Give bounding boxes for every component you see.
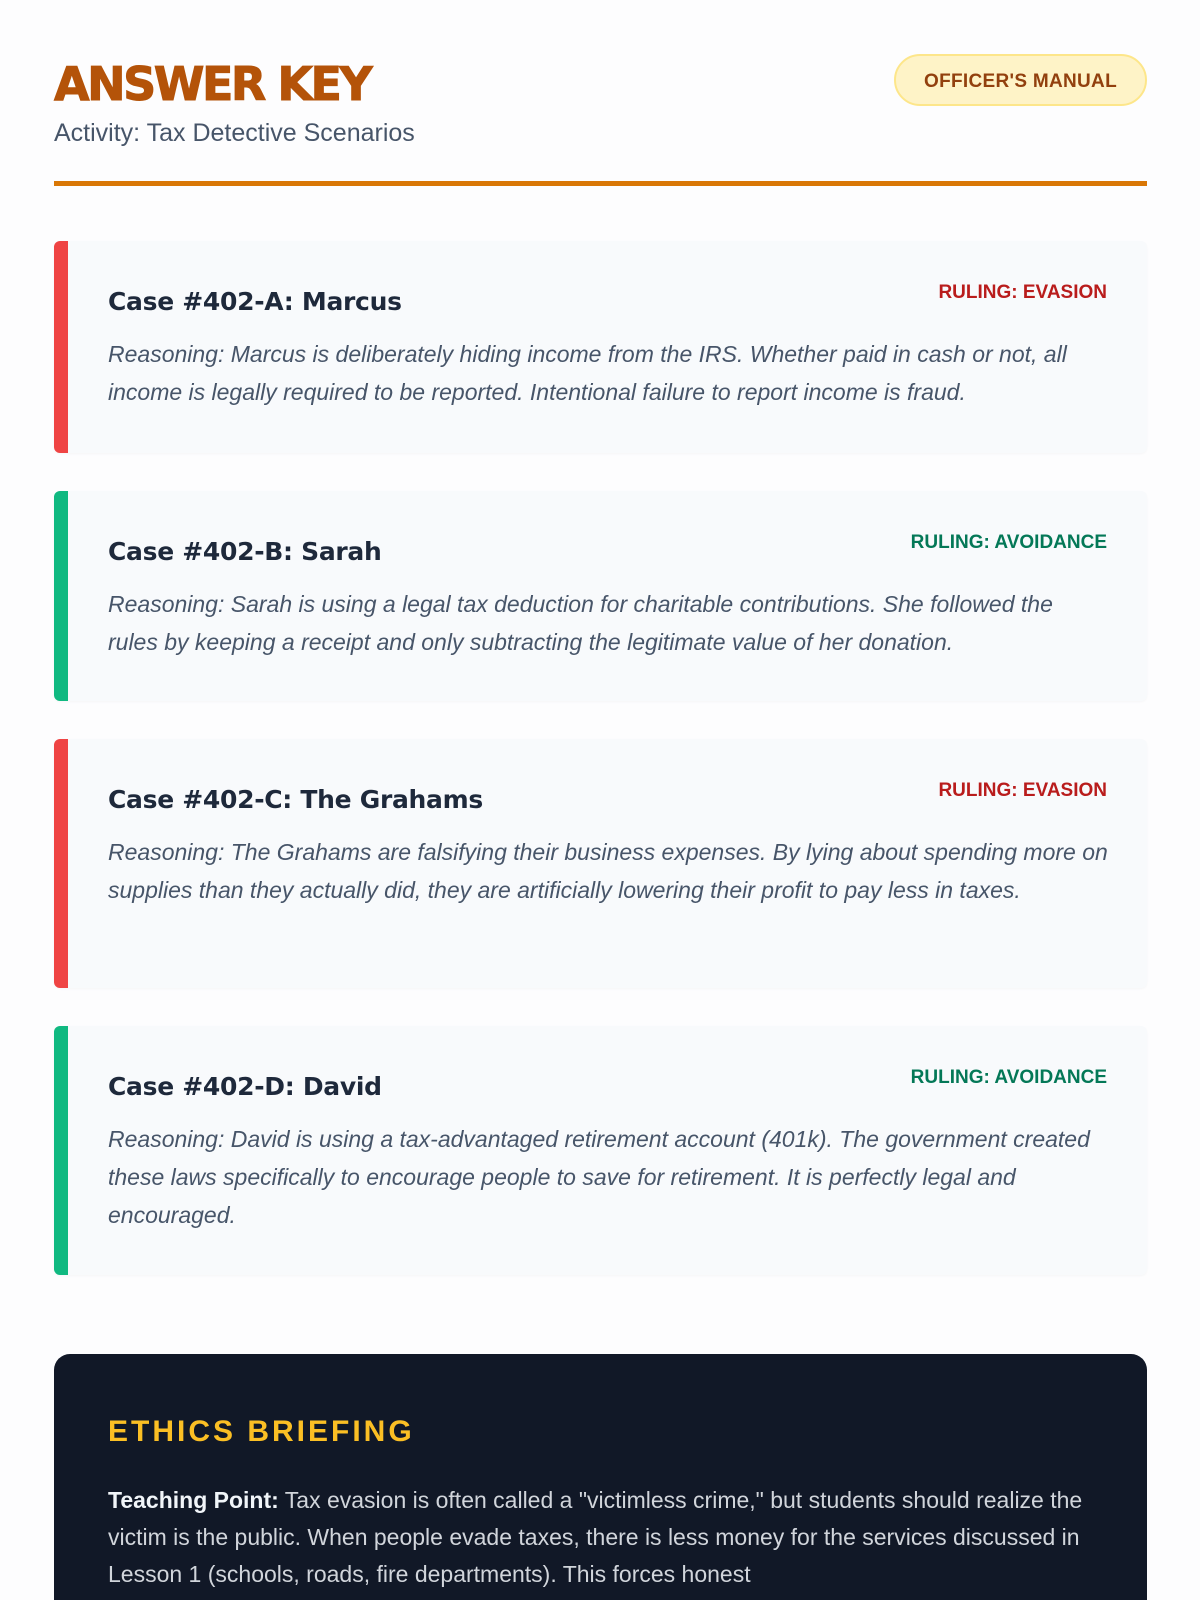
case-card-402-c: [54, 739, 1147, 988]
ruling-label: RULING: EVASION: [938, 282, 1107, 303]
teaching-point-body: Tax evasion is often called a "victimless crime," but students should realize the victim is the public. When people evade taxes, there is less money for the services discussed in Lesson 1 (schools, roads, fire departments). This forces honest: [108, 1487, 1083, 1587]
case-card-402-b: [54, 491, 1147, 701]
ethics-briefing-title: ETHICS BRIEFING: [108, 1415, 415, 1448]
ethics-briefing-panel: [54, 1354, 1147, 1600]
case-reasoning: Reasoning: Marcus is deliberately hiding income from the IRS. Whether paid in cash or not, all income is legally required to be reported. Intentional failure to report income is fraud.: [108, 341, 1067, 405]
case-card-402-a: [54, 241, 1147, 453]
case-title: Case #402-D: David: [108, 1072, 382, 1101]
case-title: Case #402-A: Marcus: [108, 287, 402, 316]
ethics-briefing-text: [108, 1482, 1098, 1593]
case-title: Case #402-B: Sarah: [108, 537, 382, 566]
ruling-label: RULING: EVASION: [938, 780, 1107, 801]
case-title: Case #402-C: The Grahams: [108, 785, 483, 814]
officers-manual-badge: OFFICER'S MANUAL: [894, 54, 1147, 106]
header-divider: [54, 181, 1147, 186]
page-title: ANSWER KEY: [54, 57, 371, 111]
case-reasoning: Reasoning: The Grahams are falsifying their business expenses. By lying about spending more on supplies than they actually did, they are artificially lowering their profit to pay less in taxes.: [108, 839, 1108, 903]
case-reasoning: Reasoning: David is using a tax-advantaged retirement account (401k). The government created these laws specifically to encourage people to save for retirement. It is perfectly legal and encouraged.: [108, 1126, 1090, 1228]
teaching-point-label: Teaching Point:: [108, 1487, 279, 1513]
page-header: [54, 56, 1147, 148]
page-subtitle: Activity: Tax Detective Scenarios: [54, 119, 415, 147]
ruling-label: RULING: AVOIDANCE: [910, 1067, 1107, 1088]
ruling-label: RULING: AVOIDANCE: [910, 532, 1107, 553]
case-card-402-d: [54, 1026, 1147, 1275]
case-reasoning: Reasoning: Sarah is using a legal tax deduction for charitable contributions. She followed the rules by keeping a receipt and only subtracting the legitimate value of her donation.: [108, 591, 1053, 655]
